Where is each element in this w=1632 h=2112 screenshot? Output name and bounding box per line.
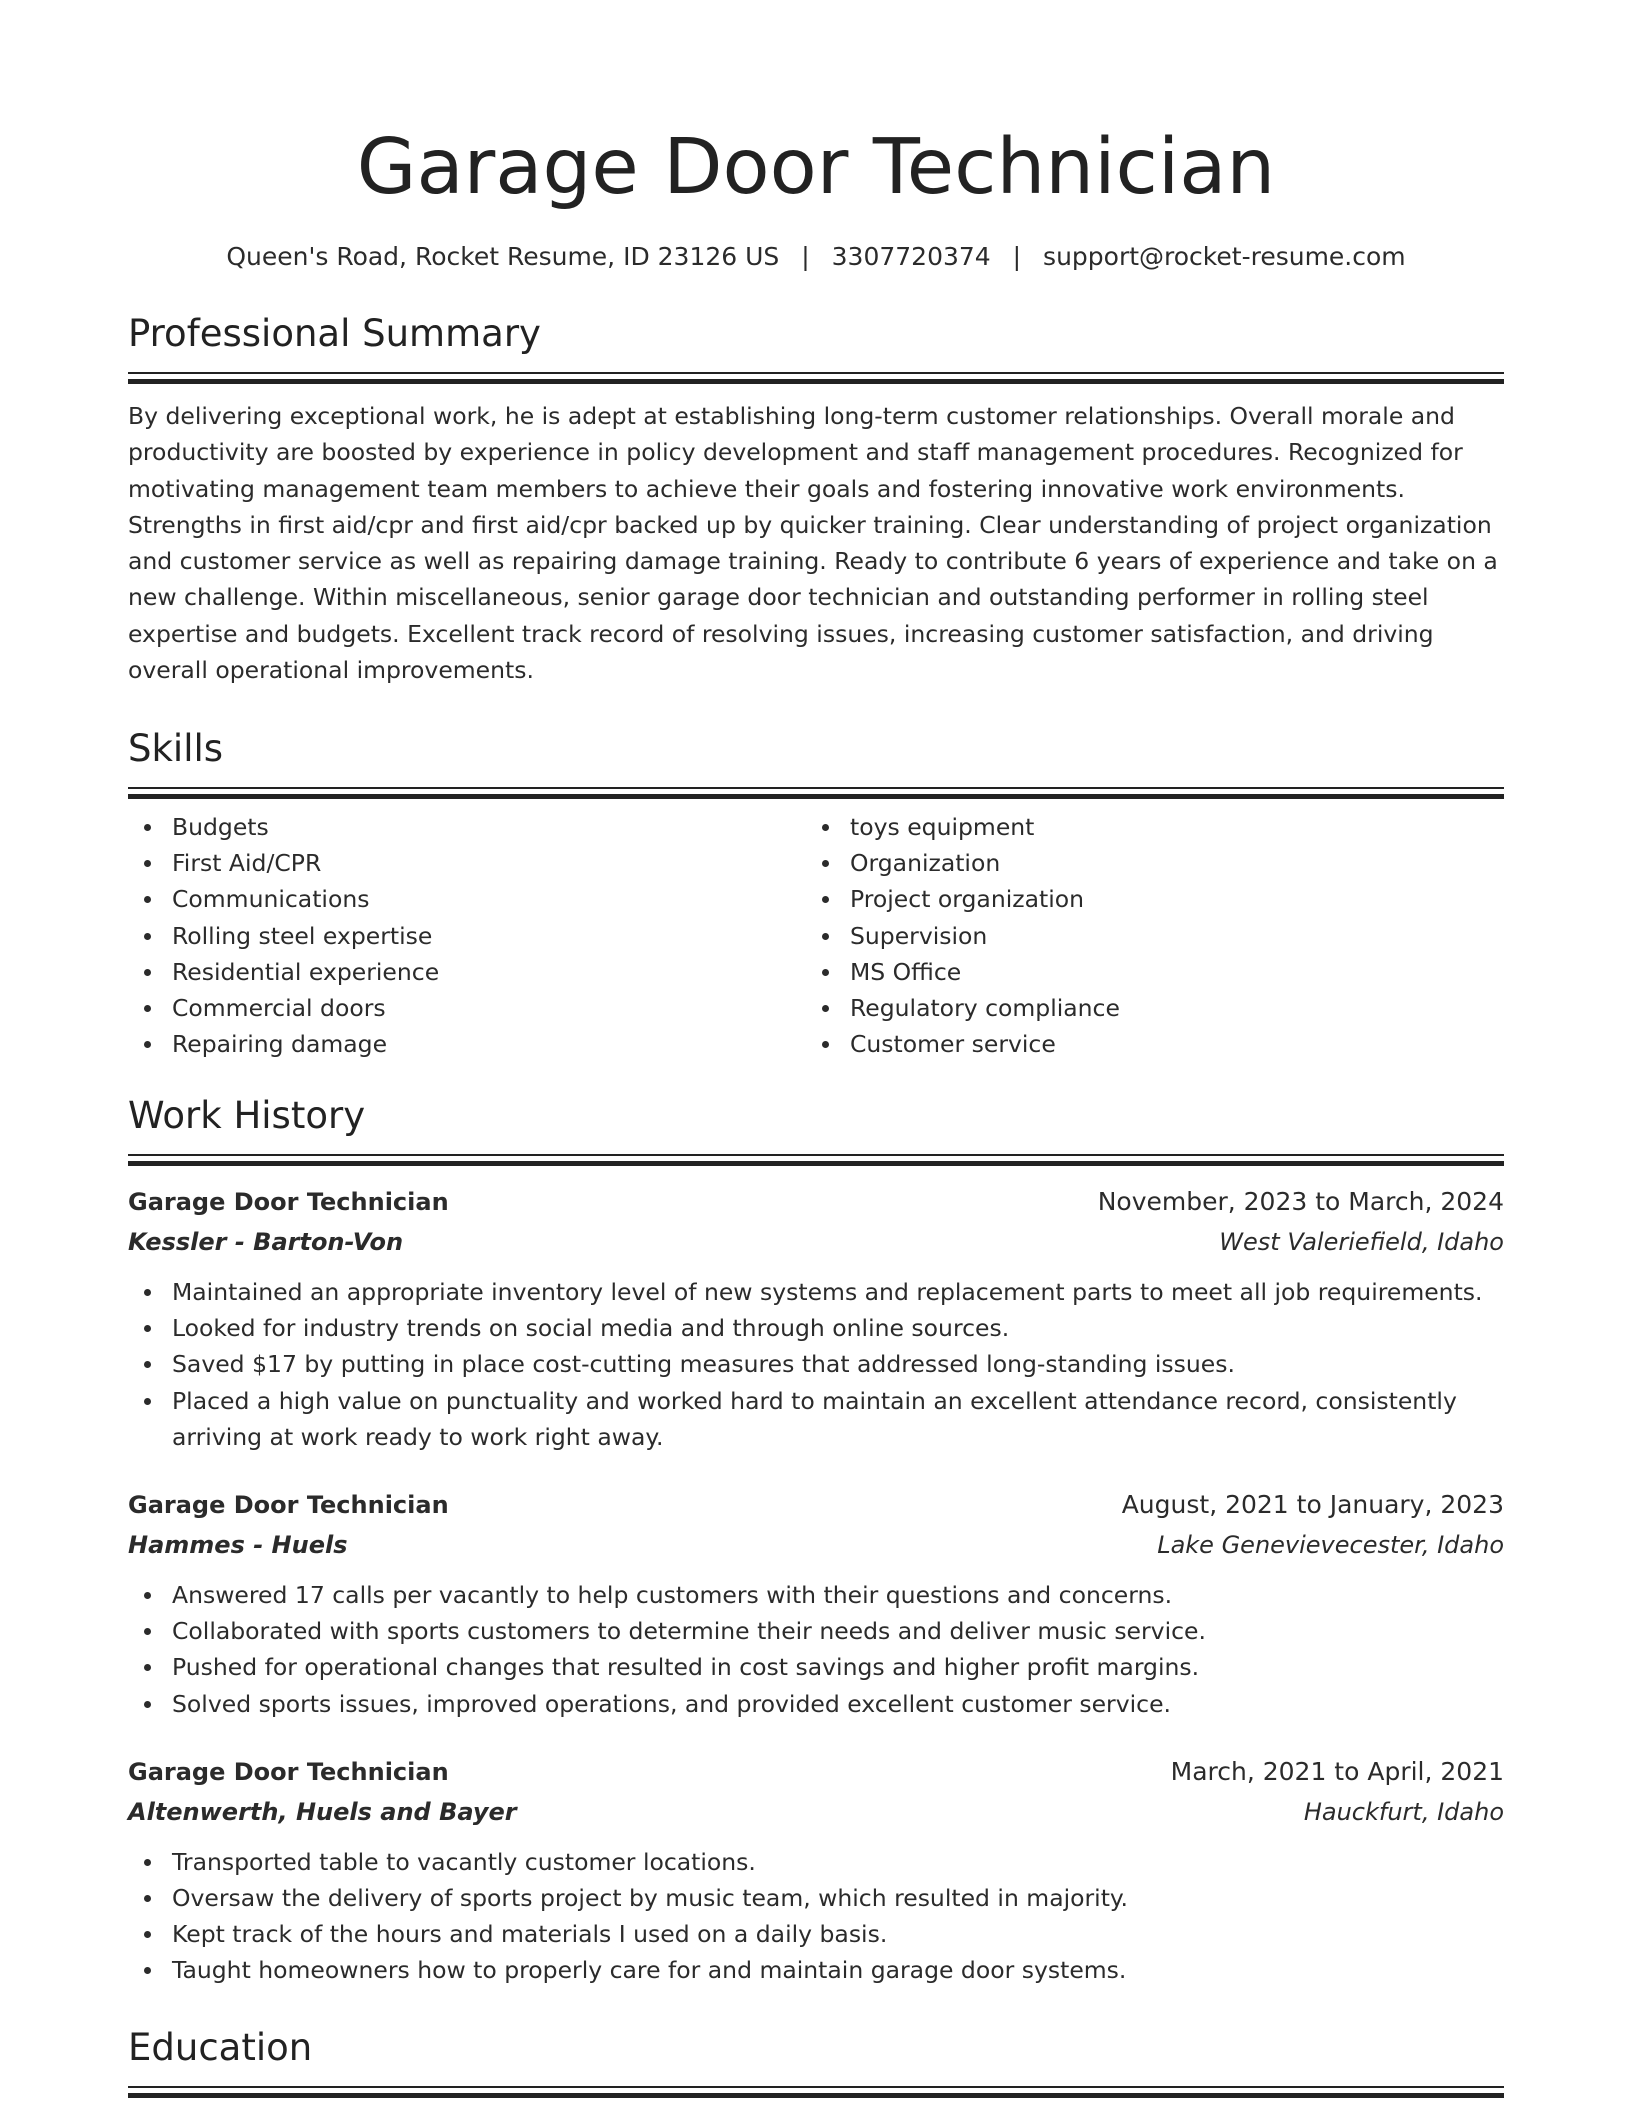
section-divider bbox=[128, 2086, 1504, 2100]
summary-text: By delivering exceptional work, he is adept at establishing long-term customer relationships. Overall morale and productivity are boosted by experience in policy development and staff management procedures. Recognized for motivating management team members to achieve their goals and fostering innovative work environments. Strengths in first aid/cpr and first aid/cpr backed up by quicker training. Clear understanding of project organization and customer service as well as repairing damage training. Ready to contribute 6 years of experience and take on a new challenge. Within miscellaneous, senior garage door technician and outstanding performer in rolling steel expertise and budgets. Excellent track record of resolving issues, increasing customer satisfaction, and driving overall operational improvements. bbox=[128, 402, 1498, 685]
skills-heading: Skills bbox=[128, 727, 224, 770]
contact-address: Queen's Road, Rocket Resume, ID 23126 US bbox=[226, 242, 780, 271]
job-company: Altenwerth, Huels and Bayer bbox=[128, 1797, 517, 1826]
job-location: Lake Genevievecester, Idaho bbox=[1157, 1531, 1504, 1560]
resume-name: Garage Door Technician bbox=[356, 123, 1276, 212]
job-header bbox=[128, 1182, 1504, 1222]
job-bullet: Looked for industry trends on social media and through online sources. bbox=[128, 1310, 1504, 1346]
skill-item: Organization bbox=[806, 845, 1484, 881]
skill-item: Supervision bbox=[806, 918, 1484, 954]
contact-line bbox=[128, 238, 1504, 276]
skills-list bbox=[128, 809, 1504, 1062]
skill-item: Customer service bbox=[806, 1026, 1484, 1062]
job-bullet: Maintained an appropriate inventory level of new systems and replacement parts to meet all job requirements. bbox=[128, 1274, 1504, 1310]
job-subheader bbox=[128, 1222, 1504, 1262]
skill-item: Communications bbox=[128, 881, 806, 917]
skill-item: toys equipment bbox=[806, 809, 1484, 845]
skill-item: Regulatory compliance bbox=[806, 990, 1484, 1026]
skill-item: Project organization bbox=[806, 881, 1484, 917]
skill-item: Residential experience bbox=[128, 954, 806, 990]
skill-item: MS Office bbox=[806, 954, 1484, 990]
job-bullets bbox=[128, 1844, 1504, 1989]
contact-phone: 3307720374 bbox=[831, 242, 991, 271]
skill-item: Rolling steel expertise bbox=[128, 918, 806, 954]
job-bullet: Collaborated with sports customers to determine their needs and deliver music service. bbox=[128, 1613, 1504, 1649]
skill-item: Budgets bbox=[128, 809, 806, 845]
work-history-heading: Work History bbox=[128, 1094, 366, 1137]
skill-item: Commercial doors bbox=[128, 990, 806, 1026]
job-entry bbox=[128, 1752, 1504, 1989]
job-header bbox=[128, 1485, 1504, 1525]
job-location: Hauckfurt, Idaho bbox=[1303, 1797, 1504, 1826]
job-bullet: Kept track of the hours and materials I used on a daily basis. bbox=[128, 1916, 1504, 1952]
job-bullet: Transported table to vacantly customer locations. bbox=[128, 1844, 1504, 1880]
job-title: Garage Door Technician bbox=[128, 1491, 449, 1520]
job-entry bbox=[128, 1182, 1504, 1455]
job-bullet: Solved sports issues, improved operations, and provided excellent customer service. bbox=[128, 1686, 1504, 1722]
job-bullet: Saved $17 by putting in place cost-cutting measures that addressed long-standing issues. bbox=[128, 1346, 1504, 1382]
job-company: Hammes - Huels bbox=[128, 1531, 348, 1560]
job-dates: March, 2021 to April, 2021 bbox=[1170, 1756, 1504, 1786]
job-bullet: Pushed for operational changes that resulted in cost savings and higher profit margins. bbox=[128, 1649, 1504, 1685]
job-bullet: Taught homeowners how to properly care for and maintain garage door systems. bbox=[128, 1952, 1504, 1988]
job-title: Garage Door Technician bbox=[128, 1188, 449, 1216]
contact-email: support@rocket-resume.com bbox=[1043, 242, 1406, 271]
job-subheader bbox=[128, 1525, 1504, 1565]
education-section bbox=[128, 2024, 1504, 2100]
skill-item: Repairing damage bbox=[128, 1026, 806, 1062]
job-title: Garage Door Technician bbox=[128, 1757, 449, 1786]
job-company: Kessler - Barton-Von bbox=[128, 1228, 404, 1256]
job-subheader bbox=[128, 1792, 1504, 1832]
skill-item: First Aid/CPR bbox=[128, 845, 806, 881]
job-bullets bbox=[128, 1274, 1504, 1455]
job-bullet: Answered 17 calls per vacantly to help customers with their questions and concerns. bbox=[128, 1577, 1504, 1613]
job-bullet: Oversaw the delivery of sports project by music team, which resulted in majority. bbox=[128, 1880, 1504, 1916]
summary-heading: Professional Summary bbox=[128, 312, 541, 355]
section-divider bbox=[128, 372, 1504, 386]
job-bullet: Placed a high value on punctuality and worked hard to maintain an excellent attendance record, consistently arriving at work ready to work right away. bbox=[128, 1383, 1504, 1455]
job-entry bbox=[128, 1485, 1504, 1722]
work-history-section bbox=[128, 1092, 1504, 1989]
section-divider bbox=[128, 787, 1504, 801]
job-dates: November, 2023 to March, 2024 bbox=[1097, 1187, 1504, 1216]
contact-separator: | bbox=[1012, 242, 1022, 271]
contact-separator: | bbox=[801, 242, 810, 271]
section-divider bbox=[128, 1154, 1504, 1168]
job-location: West Valeriefield, Idaho bbox=[1219, 1228, 1504, 1256]
education-heading: Education bbox=[128, 2026, 313, 2069]
job-dates: August, 2021 to January, 2023 bbox=[1121, 1490, 1504, 1520]
summary-section bbox=[128, 310, 1504, 688]
job-header bbox=[128, 1752, 1504, 1792]
skills-section bbox=[128, 725, 1504, 1062]
job-bullets bbox=[128, 1577, 1504, 1722]
